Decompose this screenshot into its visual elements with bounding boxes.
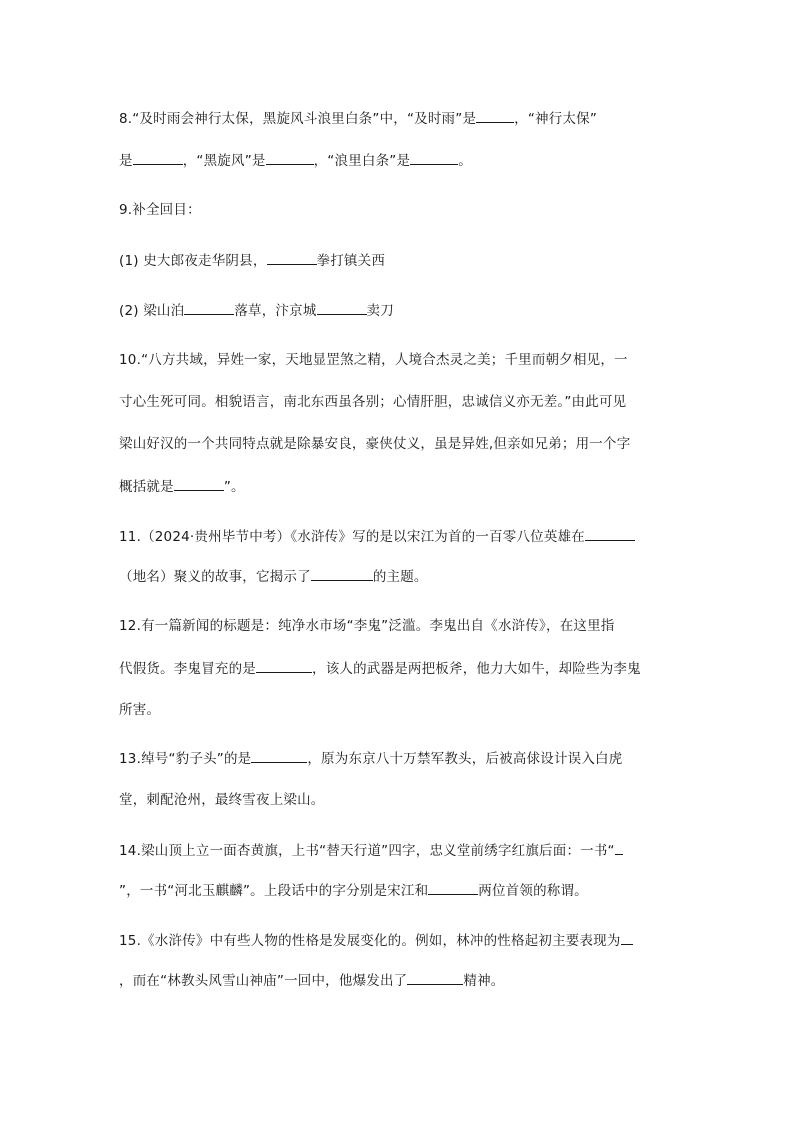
q11-blank-place[interactable]	[585, 526, 635, 541]
q13-line-2	[119, 790, 679, 810]
q14-blank-1[interactable]	[615, 840, 623, 855]
q10-line-4	[119, 476, 679, 497]
q14-line-1	[119, 840, 679, 861]
q8-text: ，“黑旋风”是	[182, 153, 266, 169]
q14-line-2	[119, 880, 679, 901]
q9-blank-3[interactable]	[317, 300, 367, 315]
q9-title-text: 9.补全回目：	[119, 202, 201, 218]
q11-text: 11.（2024·贵州毕节中考）《水浒传》写的是以宋江为首的一百零八位英雄在	[119, 529, 585, 545]
q12-line-2	[119, 658, 679, 679]
q10-text: ”。	[223, 479, 245, 495]
q10-line-2	[119, 392, 679, 412]
q11-line-1	[119, 526, 679, 547]
q12-text: 所害。	[119, 702, 161, 718]
q8-line-2	[119, 150, 679, 171]
q10-line-3	[119, 434, 679, 454]
q8-text: 。	[458, 153, 472, 169]
q15-text: 精神。	[463, 973, 505, 989]
q9-text: 落草，汴京城	[234, 303, 317, 319]
q8-text: ，“神行太保”	[514, 111, 598, 127]
q13-text: 堂，刺配沧州，最终雪夜上梁山。	[119, 792, 325, 808]
q11-text: （地名）聚义的故事，它揭示了	[119, 569, 311, 585]
q13-line-1	[119, 748, 679, 769]
q12-line-3	[119, 700, 679, 720]
q9-blank-1[interactable]	[267, 250, 317, 265]
q9-title	[119, 200, 679, 220]
q10-text: 10.“八方共域，异姓一家，天地显罡煞之精，人境合杰灵之美；千里而朝夕相见，一	[119, 352, 628, 368]
q10-text: 寸心生死可同。相貌语言，南北东西虽各别；心情肝胆，忠诚信义亦无差。”由此可见	[119, 394, 627, 410]
q8-line-1	[119, 108, 679, 129]
q11-text: 的主题。	[372, 569, 428, 585]
q10-line-1	[119, 350, 679, 370]
q14-text: ”，一书“河北玉麒麟”。上段话中的字分别是宋江和	[119, 883, 429, 899]
q9-text: (1) 史大郎夜走华阴县，	[119, 253, 267, 269]
q9-text: 拳打镇关西	[316, 253, 386, 269]
q8-blank-langlibaitiao[interactable]	[410, 150, 458, 165]
q9-blank-2[interactable]	[184, 300, 234, 315]
q8-blank-heixuanfeng[interactable]	[266, 150, 314, 165]
q8-text: 8.“及时雨会神行太保，黑旋风斗浪里白条”中，“及时雨”是	[119, 111, 477, 127]
q12-text: ，该人的武器是两把板斧，他力大如牛，却险些为李鬼	[312, 661, 641, 677]
q14-text: 两位首领的称谓。	[478, 883, 588, 899]
q9-text: 卖刀	[366, 303, 394, 319]
q14-blank-2[interactable]	[428, 880, 478, 895]
q8-text: 是	[119, 153, 133, 169]
q12-blank[interactable]	[256, 658, 312, 673]
q11-line-2	[119, 566, 679, 587]
q12-text: 12.有一篇新闻的标题是：纯净水市场“李鬼”泛滥。李鬼出自《水浒传》，在这里指	[119, 618, 615, 634]
q11-blank-theme[interactable]	[311, 566, 373, 581]
q10-blank[interactable]	[174, 476, 224, 491]
q15-text: ，而在“林教头风雪山神庙”一回中，他爆发出了	[119, 973, 408, 989]
q15-text: 15.《水浒传》中有些人物的性格是发展变化的。例如，林冲的性格起初主要表现为	[119, 933, 621, 949]
q10-text: 梁山好汉的一个共同特点就是除暴安良，豪侠仗义，虽是异姓,但亲如兄弟；用一个字	[119, 436, 631, 452]
q15-line-1	[119, 930, 679, 951]
q12-line-1	[119, 616, 679, 636]
q8-blank-shenxingtaibao[interactable]	[133, 150, 183, 165]
q9-line-2	[119, 300, 679, 321]
q12-text: 代假货。李鬼冒充的是	[119, 661, 256, 677]
q15-line-2	[119, 970, 679, 991]
q14-text: 14.梁山顶上立一面杏黄旗，上书“替天行道”四字，忠义堂前绣字红旗后面：一书“	[119, 843, 615, 859]
q15-blank-1[interactable]	[621, 930, 633, 945]
q9-line-1	[119, 250, 679, 271]
q10-text: 概括就是	[119, 479, 174, 495]
q8-text: ，“浪里白条”是	[313, 153, 411, 169]
q13-text: ，原为东京八十万禁军教头，后被高俅设计误入白虎	[307, 751, 623, 767]
q15-blank-2[interactable]	[407, 970, 463, 985]
q9-text: (2) 梁山泊	[119, 303, 185, 319]
q13-text: 13.绰号“豹子头”的是	[119, 751, 252, 767]
q8-blank-jishiyu[interactable]	[476, 108, 514, 123]
q13-blank[interactable]	[251, 748, 307, 763]
